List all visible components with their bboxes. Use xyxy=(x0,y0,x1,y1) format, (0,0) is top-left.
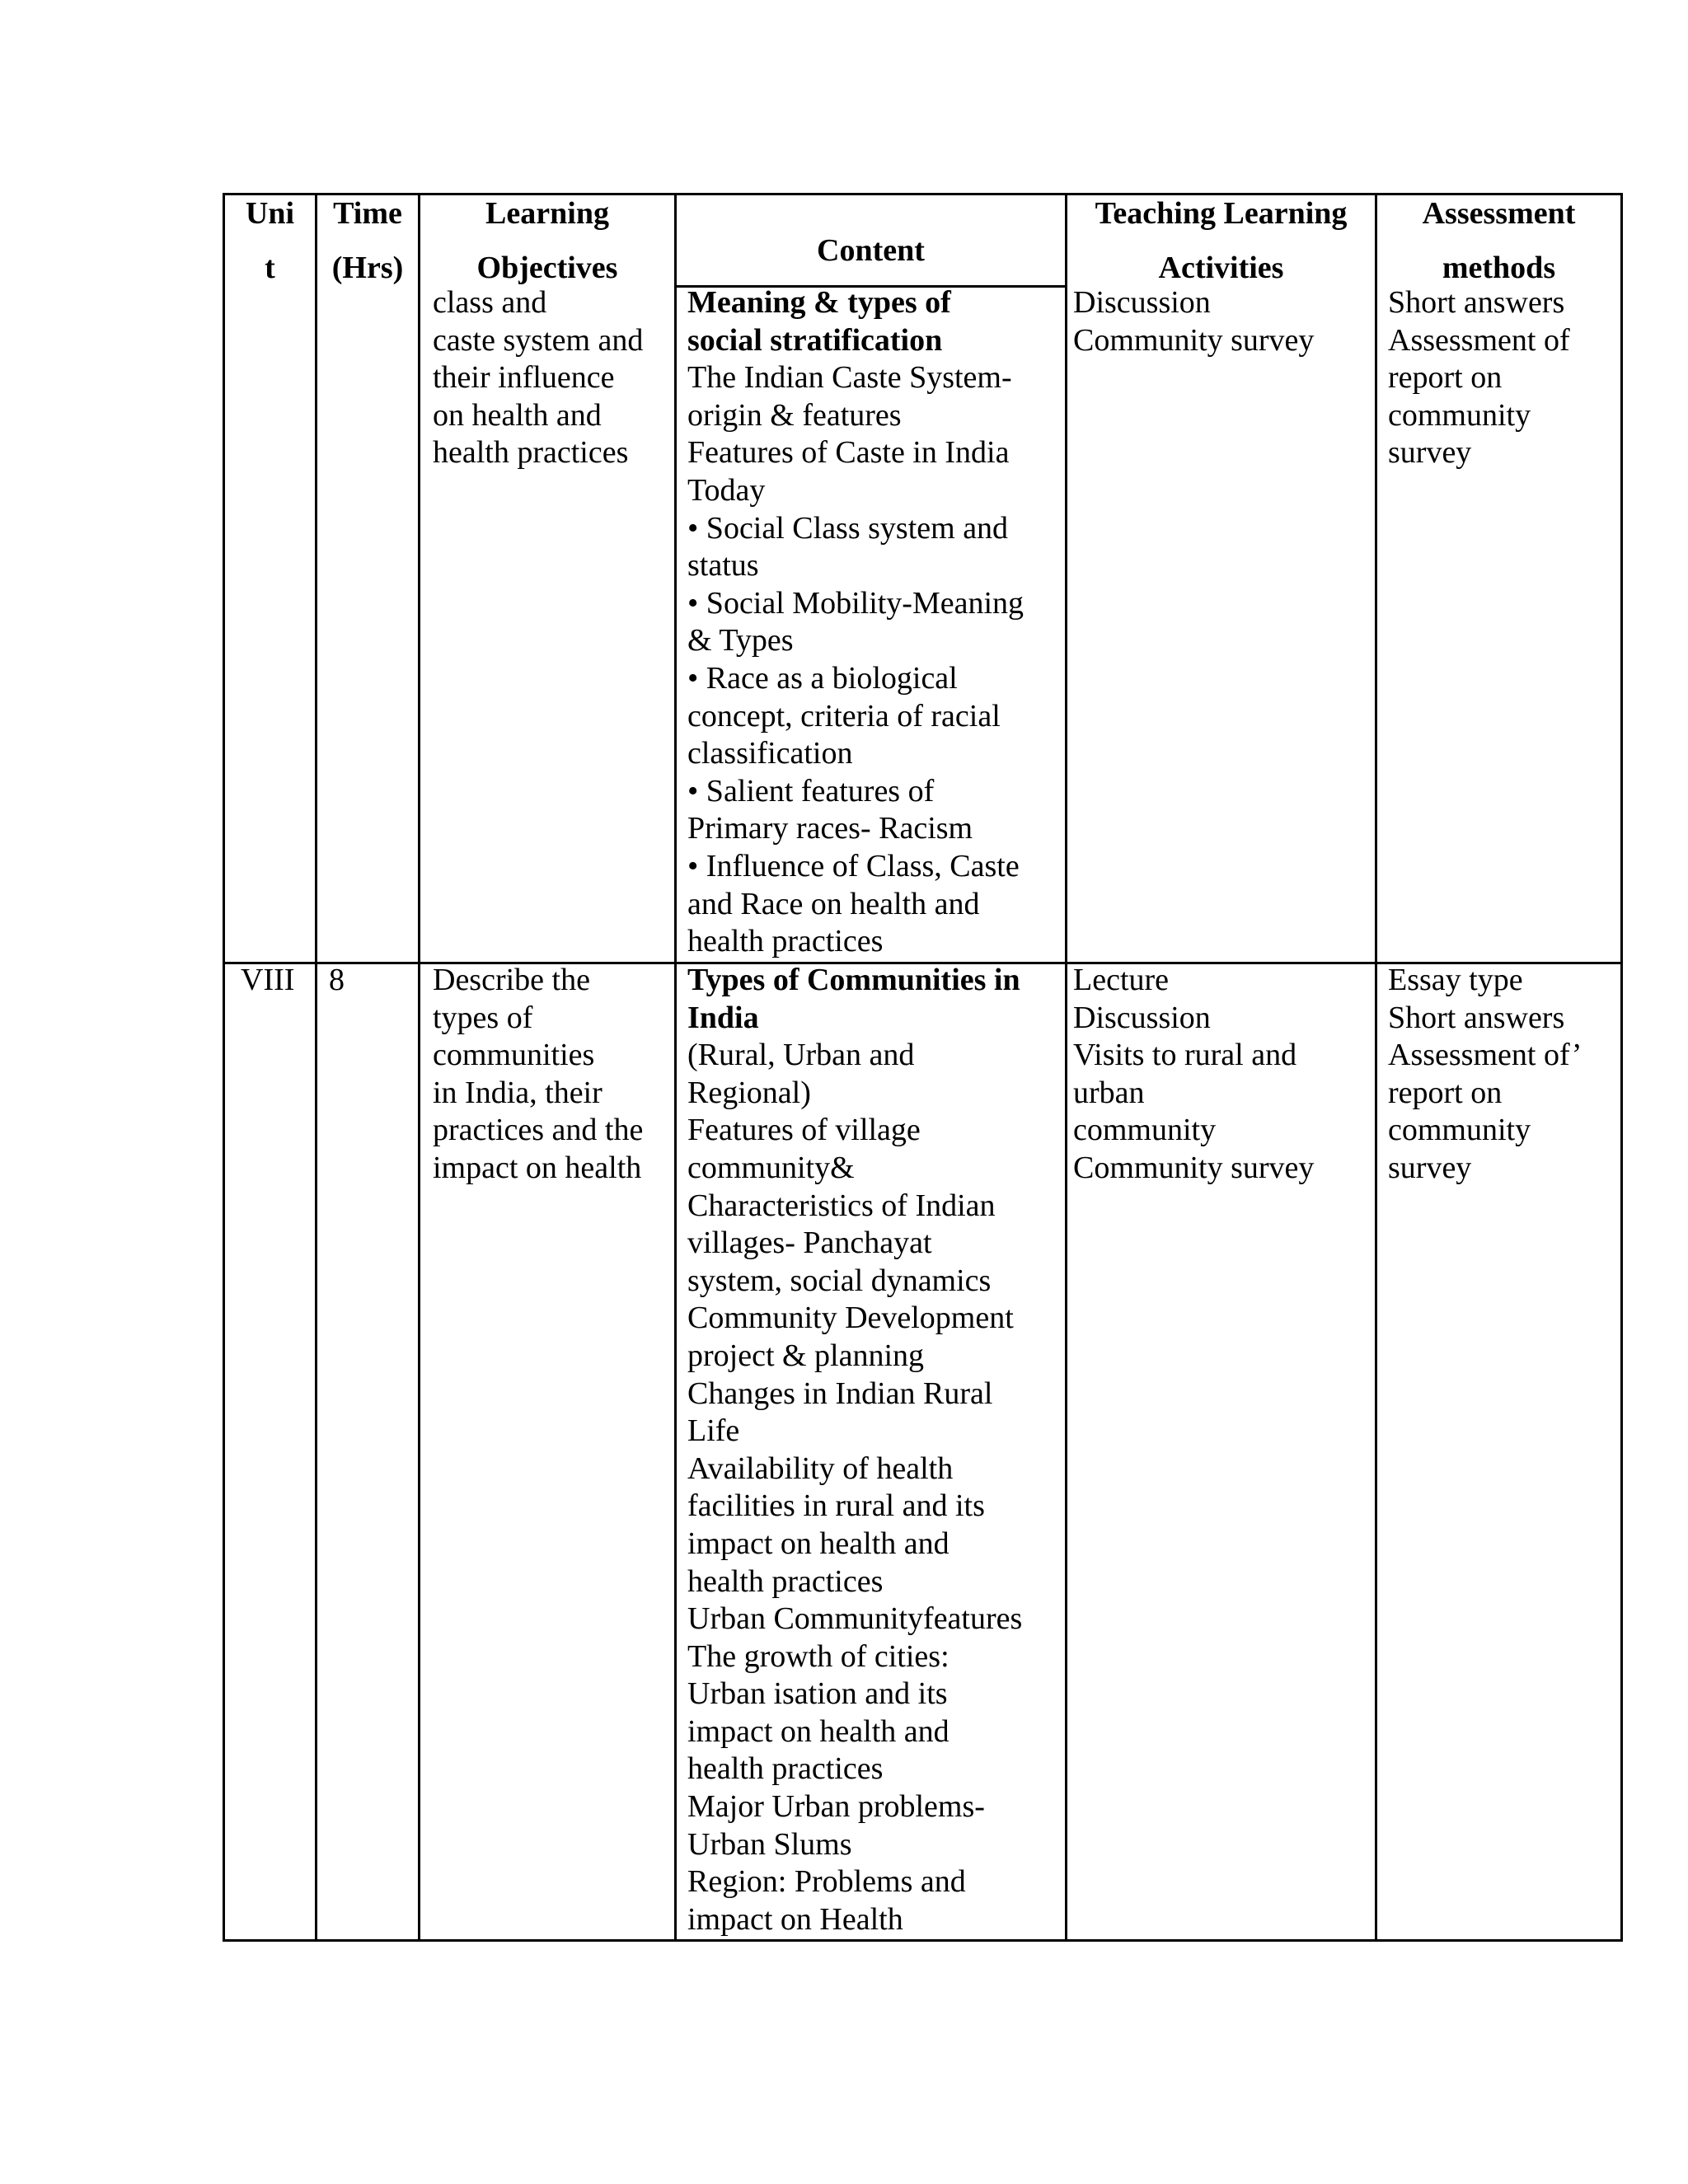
content-line: Regional) xyxy=(687,1075,811,1110)
activity-line: community xyxy=(1073,1113,1217,1148)
activity-line: Discussion xyxy=(1073,1000,1211,1035)
column-divider xyxy=(315,194,317,1942)
activity-line: Community survey xyxy=(1073,322,1315,358)
content-line: The Indian Caste System- xyxy=(687,360,1012,396)
activity-line: Visits to rural and xyxy=(1073,1038,1297,1073)
objective-line: in India, their xyxy=(433,1075,603,1110)
header-teaching-learning-activities: Teaching Learning Activities xyxy=(1095,196,1348,285)
content-line: impact on health and xyxy=(687,1713,950,1749)
objective-line: impact on health xyxy=(433,1150,642,1185)
assessment-line: Assessment of xyxy=(1388,322,1570,358)
objective-line: caste system and xyxy=(433,322,644,358)
row1-content xyxy=(687,284,1024,961)
content-line: The growth of cities: xyxy=(687,1638,950,1674)
time-hours: 8 xyxy=(329,963,345,997)
content-line: Changes in Indian Rural xyxy=(687,1376,993,1411)
content-line: health practices xyxy=(687,1751,884,1787)
assessment-line: community xyxy=(1388,397,1531,433)
content-line: impact on Health xyxy=(687,1901,903,1937)
objective-line: their influence xyxy=(433,360,615,396)
objective-line: types of xyxy=(433,1000,533,1035)
table-border-bottom xyxy=(223,1939,1623,1942)
row2-assessment xyxy=(1388,962,1582,1188)
content-line: • Social Mobility-Meaning xyxy=(687,585,1025,621)
row2-activities xyxy=(1073,962,1314,1188)
assessment-line: survey xyxy=(1388,1150,1472,1185)
content-line: Features of village xyxy=(687,1113,921,1148)
content-line: (Rural, Urban and xyxy=(687,1038,915,1073)
assessment-line: Assessment of’ xyxy=(1388,1038,1582,1073)
header-assessment-methods: Assessment methods xyxy=(1422,196,1576,285)
content-line: and Race on health and xyxy=(687,886,980,921)
content-heading: India xyxy=(687,1000,759,1035)
content-line: Features of Caste in India xyxy=(687,435,1010,471)
activity-line: Community survey xyxy=(1073,1150,1315,1185)
column-divider xyxy=(674,194,677,1942)
content-heading: social stratification xyxy=(687,322,943,358)
assessment-line: report on xyxy=(1388,360,1503,396)
content-line: Primary races- Racism xyxy=(687,811,973,846)
column-divider xyxy=(1065,194,1067,1942)
content-line: concept, criteria of racial xyxy=(687,698,1001,733)
content-line: • Race as a biological xyxy=(687,660,958,696)
row2-content xyxy=(687,962,1022,1938)
assessment-line: Essay type xyxy=(1388,963,1523,997)
row2-unit xyxy=(241,962,294,1000)
objective-line: practices and the xyxy=(433,1113,644,1148)
content-line: Region: Problems and xyxy=(687,1864,966,1900)
content-line: Urban isation and its xyxy=(687,1676,948,1712)
content-line: system, social dynamics xyxy=(687,1263,992,1298)
assessment-line: Short answers xyxy=(1388,285,1565,320)
content-line: Urban Communityfeatures xyxy=(687,1601,1023,1637)
table-border-left xyxy=(223,194,225,1942)
content-line: & Types xyxy=(687,623,794,658)
content-line: classification xyxy=(687,736,853,771)
row1-assessment xyxy=(1388,284,1570,472)
row1-activities xyxy=(1073,284,1314,359)
content-line: project & planning xyxy=(687,1338,925,1373)
row1-objectives xyxy=(433,284,643,472)
row2-objectives xyxy=(433,962,643,1188)
content-line: • Influence of Class, Caste xyxy=(687,848,1020,883)
header-unit: Uni t xyxy=(245,196,295,285)
content-line: facilities in rural and its xyxy=(687,1488,985,1524)
content-line: Urban Slums xyxy=(687,1826,852,1862)
assessment-line: community xyxy=(1388,1113,1531,1148)
objective-line: Describe the xyxy=(433,963,590,997)
row2-time xyxy=(329,962,345,1000)
column-divider xyxy=(418,194,420,1942)
content-line: Availability of health xyxy=(687,1451,954,1486)
content-line: health practices xyxy=(687,924,884,959)
objective-line: communities xyxy=(433,1038,595,1073)
content-line: Today xyxy=(687,472,766,508)
content-heading: Meaning & types of xyxy=(687,285,951,320)
content-line: Community Development xyxy=(687,1301,1014,1336)
content-line: Life xyxy=(687,1413,740,1449)
objective-line: health practices xyxy=(433,435,629,471)
activity-line: Lecture xyxy=(1073,963,1170,997)
activity-line: urban xyxy=(1073,1075,1145,1110)
content-line: origin & features xyxy=(687,397,902,433)
assessment-line: Short answers xyxy=(1388,1000,1565,1035)
assessment-line: report on xyxy=(1388,1075,1503,1110)
content-line: impact on health and xyxy=(687,1526,950,1561)
content-line: community& xyxy=(687,1150,855,1185)
assessment-line: survey xyxy=(1388,435,1472,471)
content-line: Characteristics of Indian xyxy=(687,1188,996,1223)
unit-number: VIII xyxy=(241,963,295,997)
objective-line: on health and xyxy=(433,397,602,433)
content-line: • Salient features of xyxy=(687,773,935,808)
header-time: Time (Hrs) xyxy=(331,196,404,285)
content-line: villages- Panchayat xyxy=(687,1226,932,1261)
content-line: status xyxy=(687,548,759,583)
column-divider xyxy=(1375,194,1377,1942)
content-line: • Social Class system and xyxy=(687,510,1009,546)
objective-line: class and xyxy=(433,285,547,320)
header-learning-objectives: Learning Objectives xyxy=(476,196,618,285)
content-heading: Types of Communities in xyxy=(687,963,1020,997)
activity-line: Discussion xyxy=(1073,285,1211,320)
table-border-right xyxy=(1620,194,1623,1942)
header-content: Content xyxy=(817,233,925,268)
content-line: health practices xyxy=(687,1563,884,1599)
content-line: Major Urban problems- xyxy=(687,1789,985,1825)
